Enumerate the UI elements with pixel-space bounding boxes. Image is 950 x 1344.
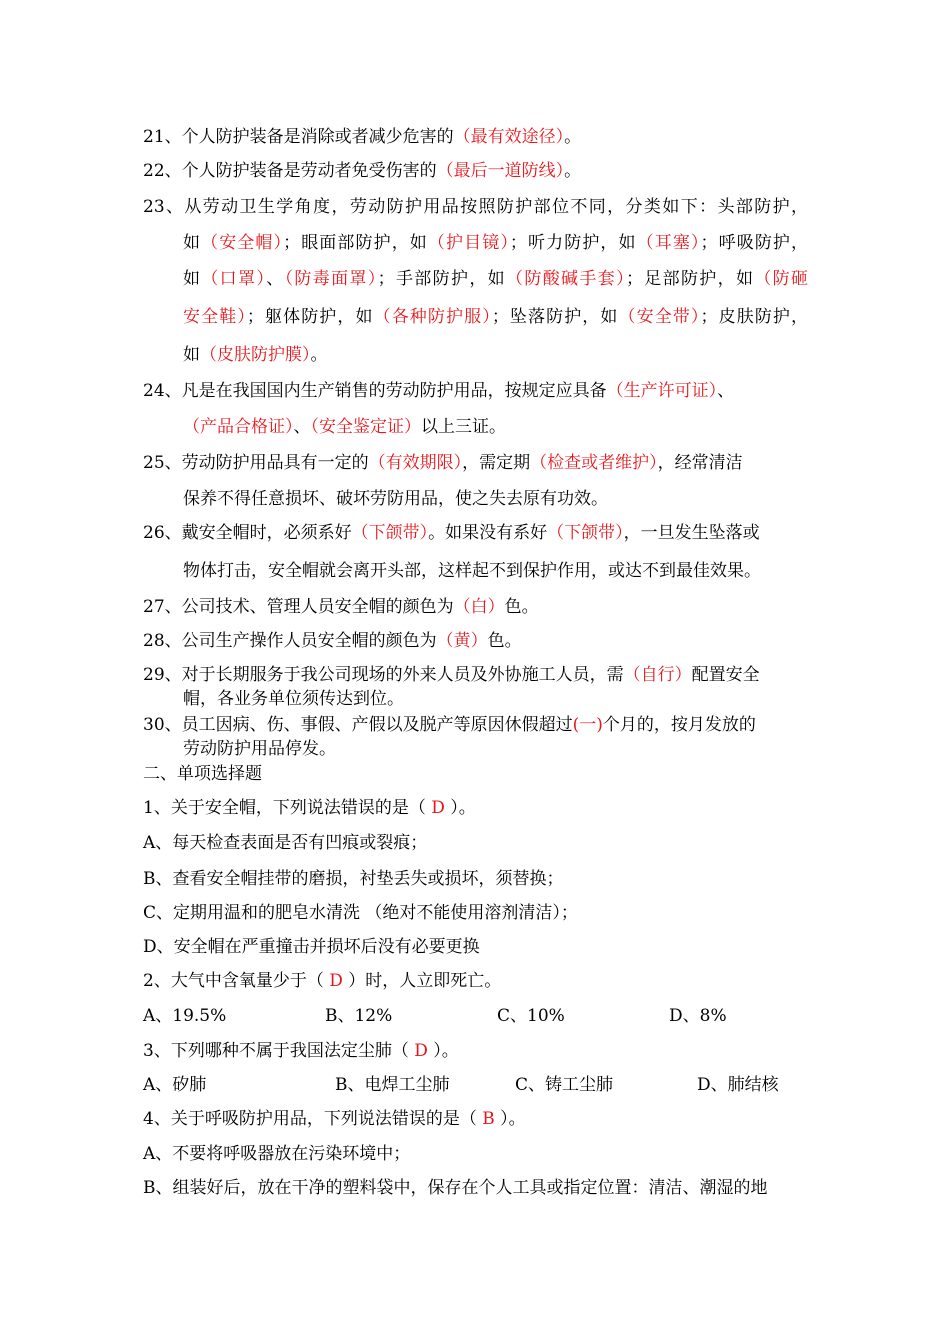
- text-segment: 劳动防护用品停发。: [183, 739, 336, 759]
- text-segment: ；手部防护，如: [377, 269, 507, 289]
- text-segment: ）。: [494, 1109, 526, 1129]
- answer-text: （安全带）: [618, 307, 701, 327]
- text-segment: 28、公司生产操作人员安全帽的颜色为: [143, 631, 437, 651]
- fill-in-question: [143, 126, 581, 148]
- choice-option: D、安全帽在严重撞击并损坏后没有必要更换: [143, 937, 480, 957]
- fill-in-continuation: [183, 306, 808, 328]
- answer-text: B: [482, 1109, 495, 1129]
- text-segment: ，需定期: [462, 453, 531, 473]
- text-segment: 、: [293, 417, 311, 437]
- text-segment: 。: [564, 127, 582, 147]
- answer-text: （有效期限）: [368, 453, 463, 473]
- answer-text: （安全鉴定证）: [310, 417, 421, 437]
- choice-option: D、8%: [669, 1006, 727, 1026]
- text-segment: ，经常清洁: [657, 453, 743, 473]
- fill-in-question: [143, 452, 743, 474]
- text-segment: ；眼面部防护，如: [283, 233, 428, 253]
- text-segment: 3、下列哪种不属于我国法定尘肺（: [143, 1041, 415, 1061]
- text-segment: 23、从劳动卫生学角度，劳动防护用品按照防护部位不同，分类如下：头部防护，: [143, 197, 808, 217]
- text-segment: 21、个人防护装备是消除或者减少危害的: [143, 127, 454, 147]
- text-segment: ）时，人立即死亡。: [342, 971, 502, 991]
- text-segment: 。: [310, 345, 328, 365]
- text-segment: 22、个人防护装备是劳动者免受伤害的: [143, 161, 437, 181]
- choice-option: A、不要将呼吸器放在污染环境中；: [143, 1144, 411, 1164]
- fill-in-continuation: [183, 688, 404, 710]
- text-segment: 如: [183, 345, 200, 365]
- fill-in-question: [143, 714, 756, 736]
- answer-text: D: [431, 798, 445, 818]
- fill-in-question: [143, 664, 760, 686]
- text-segment: 色。: [487, 631, 522, 651]
- answer-text: （生产许可证）: [606, 381, 718, 401]
- section-title: 二、单项选择题: [143, 764, 262, 784]
- text-segment: 帽，各业务单位须传达到位。: [183, 689, 404, 709]
- text-segment: 29、对于长期服务于我公司现场的外来人员及外协施工人员，需: [143, 665, 624, 685]
- fill-in-question: [143, 630, 522, 652]
- text-segment: 保养不得任意损坏、破坏劳防用品，使之失去原有功效。: [183, 489, 608, 509]
- answer-text: （最后一道防线）: [436, 161, 565, 181]
- answer-text: （下颌带）: [547, 523, 624, 543]
- text-segment: 、: [266, 269, 285, 289]
- text-segment: ；皮肤防护，: [700, 307, 809, 327]
- answer-text: （皮肤防护膜）: [200, 345, 311, 365]
- text-segment: 如: [183, 233, 202, 253]
- choice-option: D、肺结核: [697, 1075, 779, 1095]
- text-segment: ）。: [427, 1041, 459, 1061]
- text-segment: 30、员工因病、伤、事假、产假以及脱产等原因休假超过: [143, 715, 573, 735]
- choice-option: A、19.5%: [143, 1006, 227, 1026]
- choice-option: A、每天检查表面是否有凹痕或裂痕；: [143, 833, 428, 853]
- answer-text: （防砸: [754, 269, 809, 289]
- answer-text: （产品合格证）: [183, 417, 294, 437]
- text-segment: 配置安全: [691, 665, 760, 685]
- text-segment: 色。: [504, 597, 539, 617]
- fill-in-question: [143, 160, 581, 182]
- fill-in-continuation: [183, 560, 761, 582]
- text-segment: ）。: [444, 798, 476, 818]
- fill-in-question: [143, 380, 734, 402]
- answer-text: （自行）: [623, 665, 692, 685]
- choice-question: [143, 1040, 459, 1062]
- text-segment: 26、戴安全帽时，必须系好: [143, 523, 352, 543]
- answer-text: （口罩）: [201, 269, 267, 289]
- fill-in-continuation: [183, 738, 336, 760]
- fill-in-question: [143, 522, 760, 544]
- text-segment: 如: [183, 269, 202, 289]
- text-segment: 24、凡是在我国国内生产销售的劳动防护用品，按规定应具备: [143, 381, 607, 401]
- answer-text: （耳塞）: [636, 233, 701, 253]
- text-segment: 。如果没有系好: [428, 523, 548, 543]
- fill-in-question: [143, 596, 539, 618]
- text-segment: ；躯体防护，如: [246, 307, 374, 327]
- answer-text: D: [329, 971, 343, 991]
- answer-text: （安全帽）: [201, 233, 284, 253]
- choice-option: A、矽肺: [143, 1075, 207, 1095]
- text-segment: 25、劳动防护用品具有一定的: [143, 453, 369, 473]
- choice-options-row: [0, 1074, 950, 1096]
- text-segment: 2、大气中含氧量少于（: [143, 971, 330, 991]
- choice-option: C、定期用温和的肥皂水清洗 （绝对不能使用溶剂清洁）；: [143, 903, 578, 923]
- text-segment: ；足部防护，如: [625, 269, 755, 289]
- answer-text: （检查或者维护）: [530, 453, 658, 473]
- choice-option: B、电焊工尘肺: [335, 1075, 450, 1095]
- answer-text: （下颌带）: [351, 523, 429, 543]
- text-segment: 以上三证。: [421, 417, 506, 437]
- fill-in-continuation: [183, 344, 328, 366]
- text-segment: 、: [717, 381, 735, 401]
- text-segment: 1、关于安全帽，下列说法错误的是（: [143, 798, 432, 818]
- text-segment: ；听力防护，如: [509, 233, 637, 253]
- answer-text: （黄）: [436, 631, 488, 651]
- answer-text: （护目镜）: [427, 233, 510, 253]
- text-segment: 个月的，按月发放的: [602, 715, 756, 735]
- choice-question: [143, 970, 501, 992]
- fill-in-question: [143, 196, 808, 218]
- answer-text: （各种防护服）: [373, 307, 492, 327]
- text-segment: 4、关于呼吸防护用品，下列说法错误的是（: [143, 1109, 483, 1129]
- answer-text: (一): [572, 715, 603, 735]
- answer-text: 安全鞋）: [183, 307, 247, 327]
- choice-question: [143, 797, 476, 819]
- choice-option: B、12%: [325, 1006, 393, 1026]
- fill-in-continuation: [183, 268, 808, 290]
- choice-option: C、铸工尘肺: [515, 1075, 614, 1095]
- answer-text: D: [414, 1041, 428, 1061]
- choice-question: [143, 1108, 526, 1130]
- text-segment: ，一旦发生坠落或: [623, 523, 760, 543]
- choice-option: C、10%: [497, 1006, 565, 1026]
- fill-in-continuation: [183, 416, 506, 438]
- fill-in-continuation: [183, 488, 608, 510]
- choice-option: B、查看安全帽挂带的磨损，衬垫丢失或损坏，须替换；: [143, 869, 564, 889]
- text-segment: ；呼吸防护，: [700, 233, 809, 253]
- text-segment: 。: [564, 161, 582, 181]
- text-segment: 物体打击，安全帽就会离开头部，这样起不到保护作用，或达不到最佳效果。: [183, 561, 761, 581]
- fill-in-continuation: [183, 232, 808, 254]
- choice-options-row: [0, 1005, 950, 1027]
- text-segment: ；坠落防护，如: [491, 307, 619, 327]
- text-segment: 27、公司技术、管理人员安全帽的颜色为: [143, 597, 454, 617]
- answer-text: （最有效途径）: [453, 127, 565, 147]
- answer-text: （防酸碱手套）: [506, 269, 626, 289]
- answer-text: （白）: [453, 597, 505, 617]
- answer-text: （防毒面罩）: [284, 269, 378, 289]
- choice-option: B、组装好后，放在干净的塑料袋中，保存在个人工具或指定位置：清洁、潮湿的地: [143, 1178, 768, 1198]
